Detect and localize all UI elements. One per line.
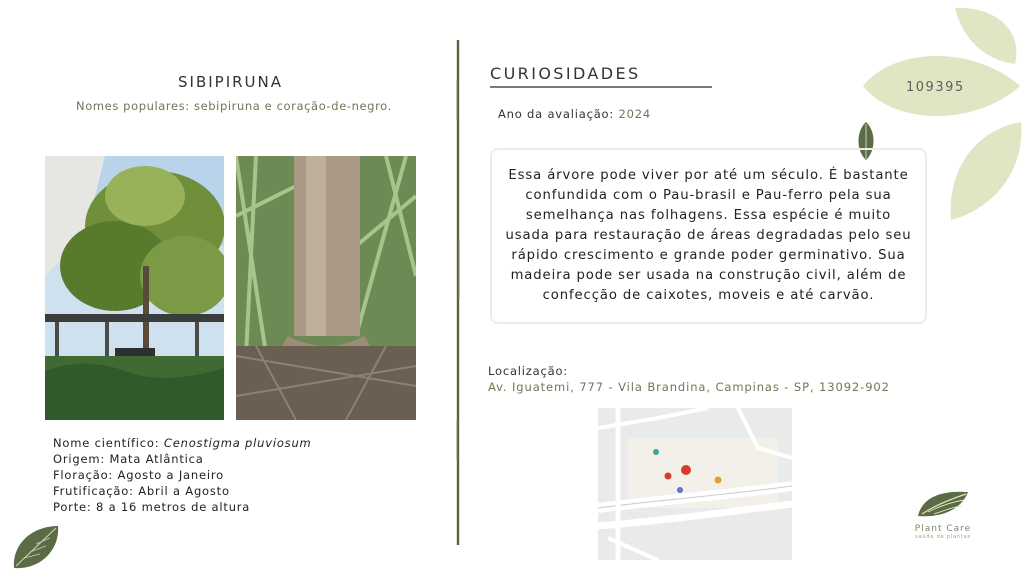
size: Porte: 8 a 16 metros de altura (53, 500, 251, 514)
year-label: Ano da avaliação: (498, 107, 615, 121)
location-label: Localização: (488, 364, 568, 378)
scientific-label: Nome científico: (53, 436, 160, 450)
scientific-name-row (53, 435, 312, 451)
brand-name: Plant Care (914, 524, 972, 534)
curiosities-heading: CURIOSIDADES (490, 64, 641, 83)
evaluation-year (498, 107, 651, 121)
location-address: Av. Iguatemi, 777 - Vila Brandina, Campinas - SP, 13092-902 (488, 380, 890, 394)
trunk-photo (236, 156, 416, 420)
leaf-shape (951, 122, 1022, 220)
brand-logo (903, 488, 983, 540)
plant-name: SIBIPIRUNA (178, 73, 284, 91)
plant-code: 109395 (906, 80, 965, 95)
brand-tagline: saúde de plantas (915, 534, 971, 540)
curiosities-card (490, 148, 927, 324)
leaf-shape (955, 8, 1016, 64)
brand-leaf-icon (916, 488, 970, 518)
curiosities-text: Essa árvore pode viver por até um século. É bastante confundida com o Pau-brasil e Pau-ferro pela sua semelhança nas folhagens. Essa espécie é muito usada para restauração de áreas degradadas pelo seu rápido crescimento e grande poder germinativo. Sua madeira pode ser usada na construção civil, além de confecção de caixotes, moveis e até carvão. (505, 168, 912, 303)
heading-underline (490, 84, 712, 90)
scientific-name: Cenostigma pluviosum (163, 436, 312, 450)
flowering: Floração: Agosto a Janeiro (53, 468, 224, 482)
fruiting: Frutificação: Abril a Agosto (53, 484, 230, 498)
map-marker-icon (681, 465, 691, 475)
leaf-icon (10, 522, 62, 572)
tree-photo (45, 156, 224, 420)
popular-names: Nomes populares: sebipiruna e coração-de-negro. (76, 99, 392, 113)
year-value: 2024 (618, 107, 652, 121)
location-map[interactable] (598, 408, 792, 560)
origin: Origem: Mata Atlântica (53, 452, 204, 466)
vertical-divider (455, 40, 461, 545)
plant-info (53, 435, 312, 515)
